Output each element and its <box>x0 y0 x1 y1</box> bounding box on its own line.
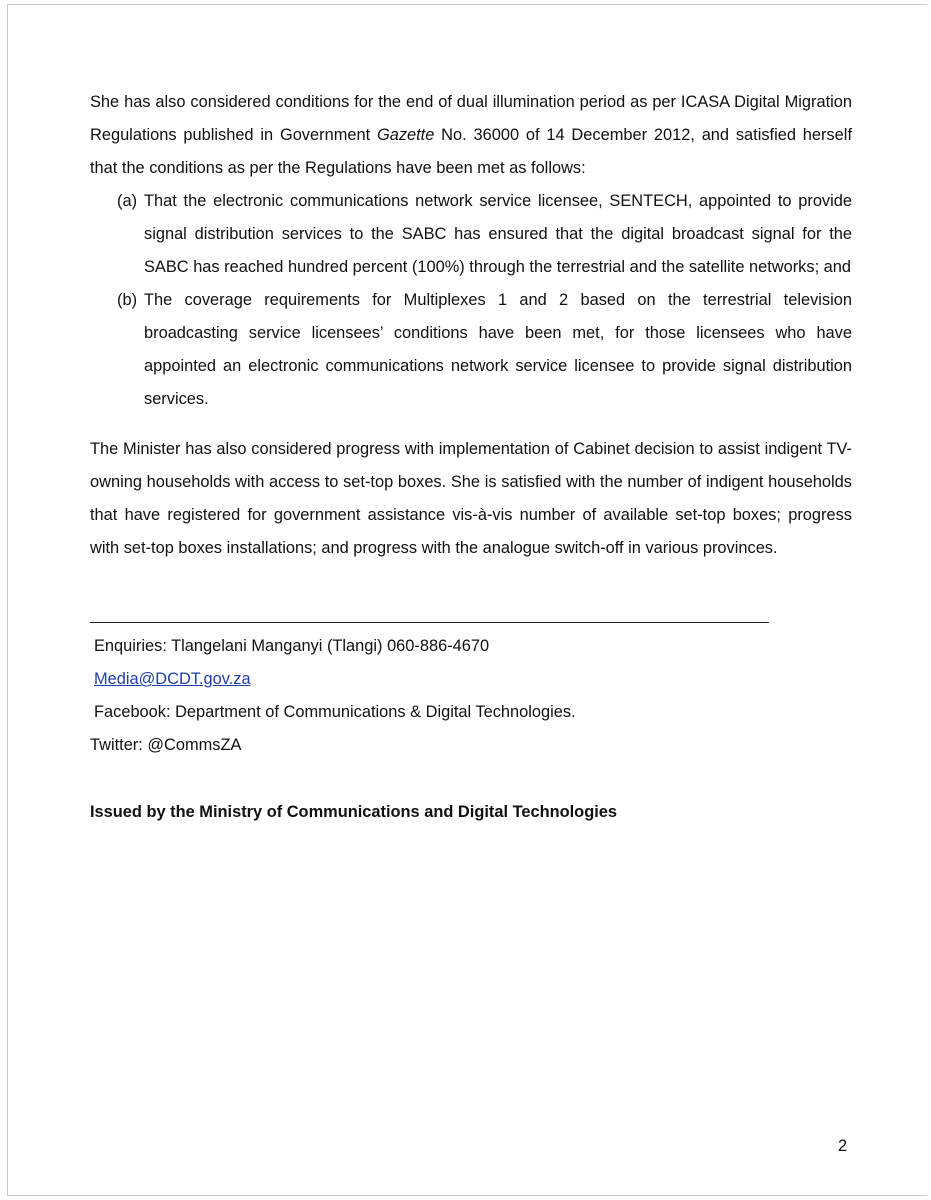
conditions-list <box>117 185 852 416</box>
list-marker-a: (a) <box>117 192 138 210</box>
list-item-a <box>117 185 852 284</box>
list-text-b: The coverage requirements for Multiplexes 1 and 2 based on the terrestrial television broadcasting service licensees’ conditions have been met, for those licensees who have appointed an electronic communications network service licensee to provide signal distribution services. <box>144 291 852 408</box>
list-marker-b: (b) <box>117 291 138 309</box>
twitter-line: Twitter: @CommsZA <box>90 736 242 754</box>
email-link[interactable] <box>94 668 251 690</box>
facebook-line: Facebook: Department of Communications & Digital Technologies. <box>94 703 576 721</box>
paragraph-conditions <box>90 86 852 185</box>
paragraph-progress: The Minister has also considered progress with implementation of Cabinet decision to assist indigent TV-owning households with access to set-top boxes. She is satisfied with the number of indigent households that have registered for government assistance vis-à-vis number of available set-top boxes; progress with set-top boxes installations; and progress with the analogue switch-off in various provinces. <box>90 440 852 557</box>
list-text-a: That the electronic communications network service licensee, SENTECH, appointed to provide signal distribution services to the SABC has ensured that the digital broadcast signal for the SABC has reached hundred percent (100%) through the terrestrial and the satellite networks; and <box>144 192 852 276</box>
document-body <box>90 86 852 565</box>
paragraph-conditions-text-1: She has also considered conditions for the end of dual illumination period as per ICASA Digital Migration Regulations published in Government <box>90 93 852 144</box>
paragraph-conditions-text-2: No. 36000 of 14 December 2012, and satisfied herself that the conditions as per the Regulations have been met as follows: <box>90 126 852 177</box>
divider-line <box>90 622 769 623</box>
gazette-italic: Gazette <box>376 126 435 144</box>
page-number: 2 <box>838 1137 848 1155</box>
list-item-b <box>117 284 852 416</box>
issued-by: Issued by the Ministry of Communications and Digital Technologies <box>90 803 617 821</box>
email-link-text[interactable]: Media@DCDT.gov.za <box>94 670 251 688</box>
enquiries-line: Enquiries: Tlangelani Manganyi (Tlangi) 060-886-4670 <box>94 637 490 655</box>
